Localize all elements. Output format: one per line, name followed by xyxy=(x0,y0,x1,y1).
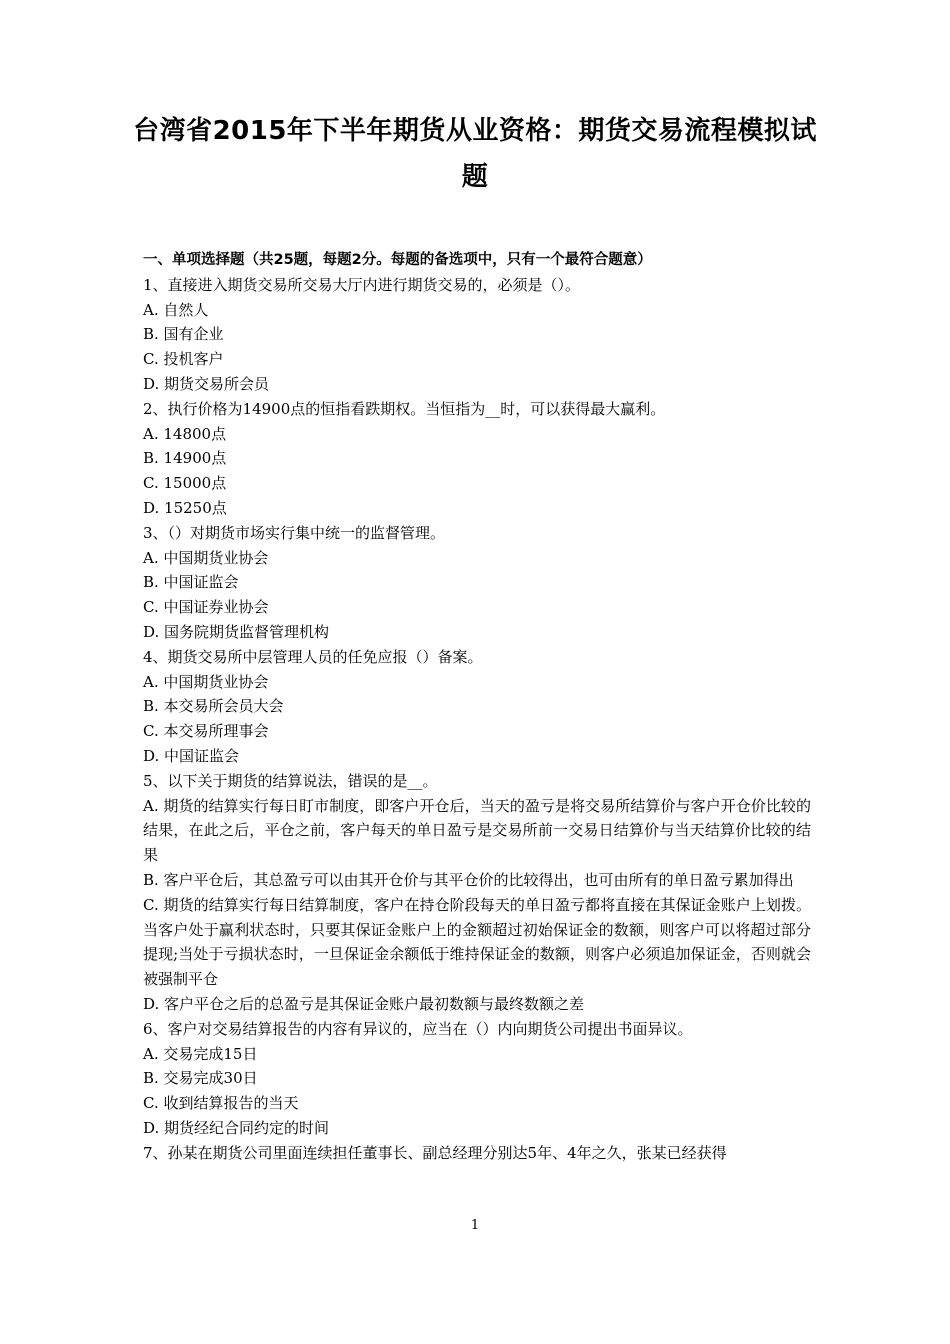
answer-option: B. 交易完成30日 xyxy=(143,1069,258,1088)
answer-option: D. 国务院期货监督管理机构 xyxy=(143,622,330,641)
answer-option: D. 期货经纪合同约定的时间 xyxy=(143,1118,330,1137)
answer-option: C. 期货的结算实行每日结算制度，客户在持仓阶段每天的单日盈亏都将直接在其保证金账户上划拨。当客户处于赢利状态时，只要其保证金账户上的金额超过初始保证金的数额，则客户可以将超过部分提现;当处于亏损状态时，一旦保证金余额低于维持保证金的数额，则客户必须追加保证金，否则就会被强制平仓 xyxy=(143,895,811,989)
page-number: 1 xyxy=(470,1218,480,1233)
section-heading: 一、单项选择题（共25题，每题2分。每题的备选项中，只有一个最符合题意） xyxy=(143,252,652,268)
answer-option: A. 自然人 xyxy=(143,300,209,319)
answer-option: C. 15000点 xyxy=(143,474,227,493)
answer-option: B. 中国证监会 xyxy=(143,573,239,592)
answer-option: B. 国有企业 xyxy=(143,325,224,344)
question-stem: 4、期货交易所中层管理人员的任免应报（）备案。 xyxy=(143,647,483,666)
question-stem: 6、客户对交易结算报告的内容有异议的，应当在（）内向期货公司提出书面异议。 xyxy=(143,1019,693,1038)
answer-option: A. 14800点 xyxy=(143,424,227,443)
document-title: 台湾省2015年下半年期货从业资格：期货交易流程模拟试题 xyxy=(133,116,817,192)
question-stem: 2、执行价格为14900点的恒指看跌期权。当恒指为__时，可以获得最大赢利。 xyxy=(143,399,666,418)
question-stem: 5、以下关于期货的结算说法，错误的是__。 xyxy=(143,771,438,790)
question-stem: 7、孙某在期货公司里面连续担任董事长、副总经理分别达5年、4年之久，张某已经获得 xyxy=(143,1143,727,1162)
question-stem: 3、（）对期货市场实行集中统一的监督管理。 xyxy=(143,523,446,542)
answer-option: D. 期货交易所会员 xyxy=(143,374,270,393)
answer-option: D. 客户平仓之后的总盈亏是其保证金账户最初数额与最终数额之差 xyxy=(143,994,585,1013)
answer-option: C. 收到结算报告的当天 xyxy=(143,1094,299,1113)
answer-option: C. 本交易所理事会 xyxy=(143,722,269,741)
answer-option: A. 期货的结算实行每日盯市制度，即客户开仓后，当天的盈亏是将交易所结算价与客户开仓价比较的结果，在此之后，平仓之前，客户每天的单日盈亏是交易所前一交易日结算价与当天结算价比较的结果 xyxy=(143,796,811,865)
answer-option: D. 15250点 xyxy=(143,498,227,517)
answer-option: C. 中国证券业协会 xyxy=(143,598,269,617)
question-list xyxy=(143,273,811,1166)
document-body xyxy=(143,248,811,1165)
answer-option: B. 本交易所会员大会 xyxy=(143,697,284,716)
answer-option: B. 客户平仓后，其总盈亏可以由其开仓价与其平仓价的比较得出，也可由所有的单日盈亏累加得出 xyxy=(143,870,794,889)
answer-option: A. 中国期货业协会 xyxy=(143,672,269,691)
question-stem: 1、直接进入期货交易所交易大厅内进行期货交易的，必须是（）。 xyxy=(143,275,581,294)
answer-option: D. 中国证监会 xyxy=(143,746,240,765)
answer-option: C. 投机客户 xyxy=(143,350,224,369)
answer-option: A. 交易完成15日 xyxy=(143,1044,258,1063)
answer-option: B. 14900点 xyxy=(143,449,227,468)
answer-option: A. 中国期货业协会 xyxy=(143,548,269,567)
